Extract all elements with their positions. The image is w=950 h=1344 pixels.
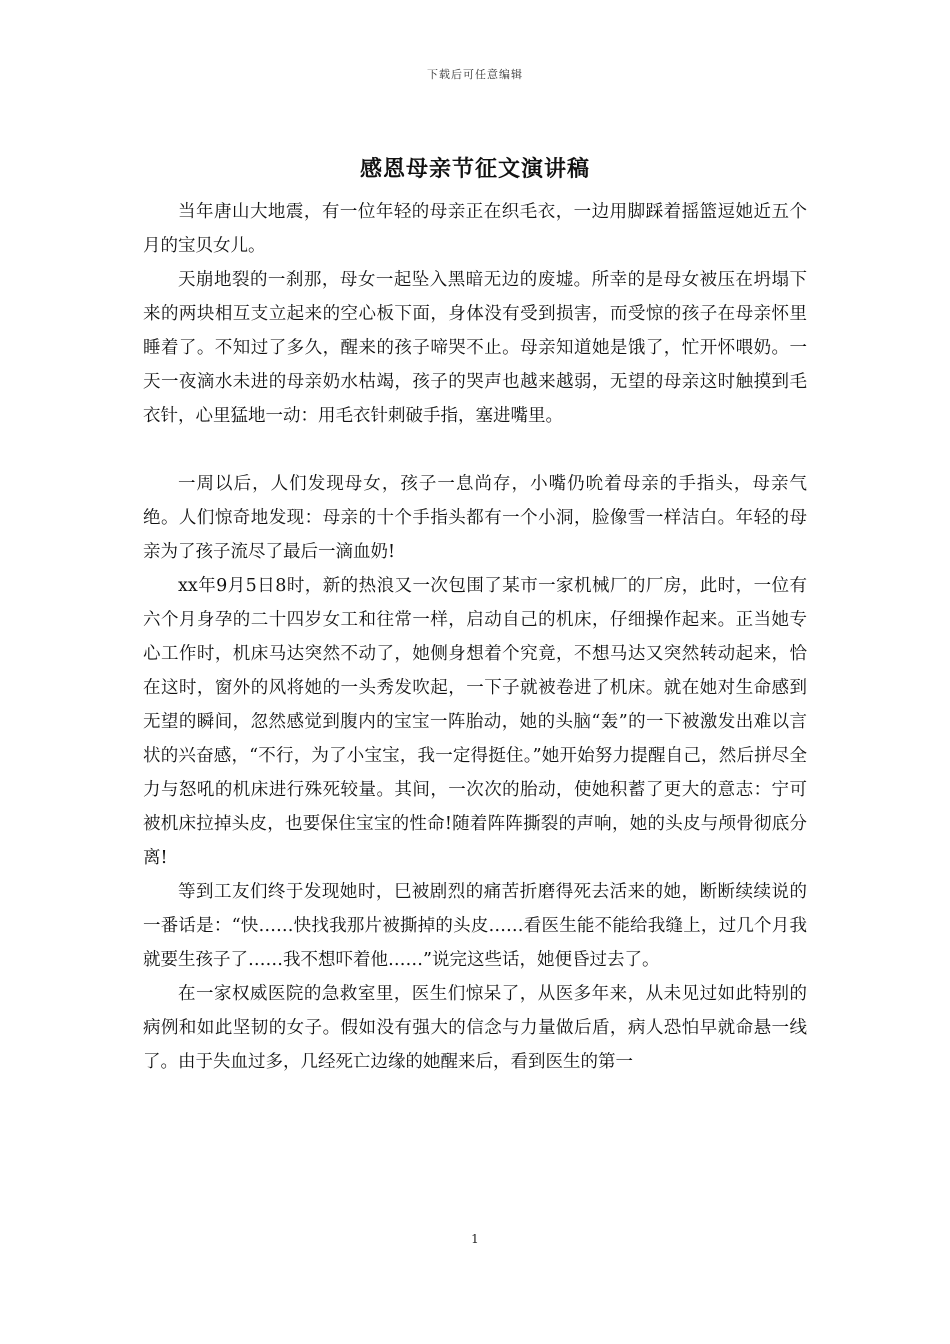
header-note: 下载后可任意编辑 — [427, 68, 523, 81]
page-number: 1 — [471, 1232, 479, 1246]
paragraph-6: 在一家权威医院的急救室里，医生们惊呆了，从医多年来，从未见过如此特别的病例和如此坚韧的女子。假如没有强大的信念与力量做后盾，病人恐怕早就命悬一线了。由于失血过多，几经死亡边缘的她醒来后，看到医生的第一 — [143, 984, 807, 1072]
document-title: 感恩母亲节征文演讲稿 — [359, 156, 590, 182]
paragraph-3: 一周以后，人们发现母女，孩子一息尚存，小嘴仍吮着母亲的手指头，母亲气绝。人们惊奇地发现：母亲的十个手指头都有一个小洞，脸像雪一样洁白。年轻的母亲为了孩子流尽了最后一滴血奶! — [143, 474, 807, 562]
paragraph-2: 天崩地裂的一刹那，母女一起坠入黑暗无边的废墟。所幸的是母女被压在坍塌下来的两块相互支立起来的空心板下面，身体没有受到损害，而受惊的孩子在母亲怀里睡着了。不知过了多久，醒来的孩子啼哭不止。母亲知道她是饿了，忙开怀喂奶。一天一夜滴水未进的母亲奶水枯竭，孩子的哭声也越来越弱，无望的母亲这时触摸到毛衣针，心里猛地一动：用毛衣针刺破手指，塞进嘴里。 — [143, 270, 807, 426]
paragraph-spacer — [143, 433, 807, 467]
paragraph-4: xx年9月5日8时，新的热浪又一次包围了某市一家机械厂的厂房，此时，一位有六个月身孕的二十四岁女工和往常一样，启动自己的机床，仔细操作起来。正当她专心工作时，机床马达突然不动了，她侧身想着个究竟，不想马达又突然转动起来，恰在这时，窗外的风将她的一头秀发吹起，一下子就被卷进了机床。就在她对生命感到无望的瞬间，忽然感觉到腹内的宝宝一阵胎动，她的头脑“轰”的一下被激发出难以言状的兴奋感，“不行，为了小宝宝，我一定得挺住。”她开始努力提醒自己，然后拼尽全力与怒吼的机床进行殊死较量。其间，一次次的胎动，使她积蓄了更大的意志：宁可被机床拉掉头皮，也要保住宝宝的性命!随着阵阵撕裂的声响，她的头皮与颅骨彻底分离! — [143, 576, 807, 868]
paragraph-5: 等到工友们终于发现她时，巳被剧烈的痛苦折磨得死去活来的她，断断续续说的一番话是：“快……快找我那片被撕掉的头皮……看医生能不能给我缝上，过几个月我就要生孩子了……我不想吓着他……”说完这些话，她便昏过去了。 — [143, 882, 807, 970]
document-body — [143, 195, 807, 1079]
paragraph-1: 当年唐山大地震，有一位年轻的母亲正在织毛衣，一边用脚踩着摇篮逗她近五个月的宝贝女儿。 — [143, 202, 807, 256]
